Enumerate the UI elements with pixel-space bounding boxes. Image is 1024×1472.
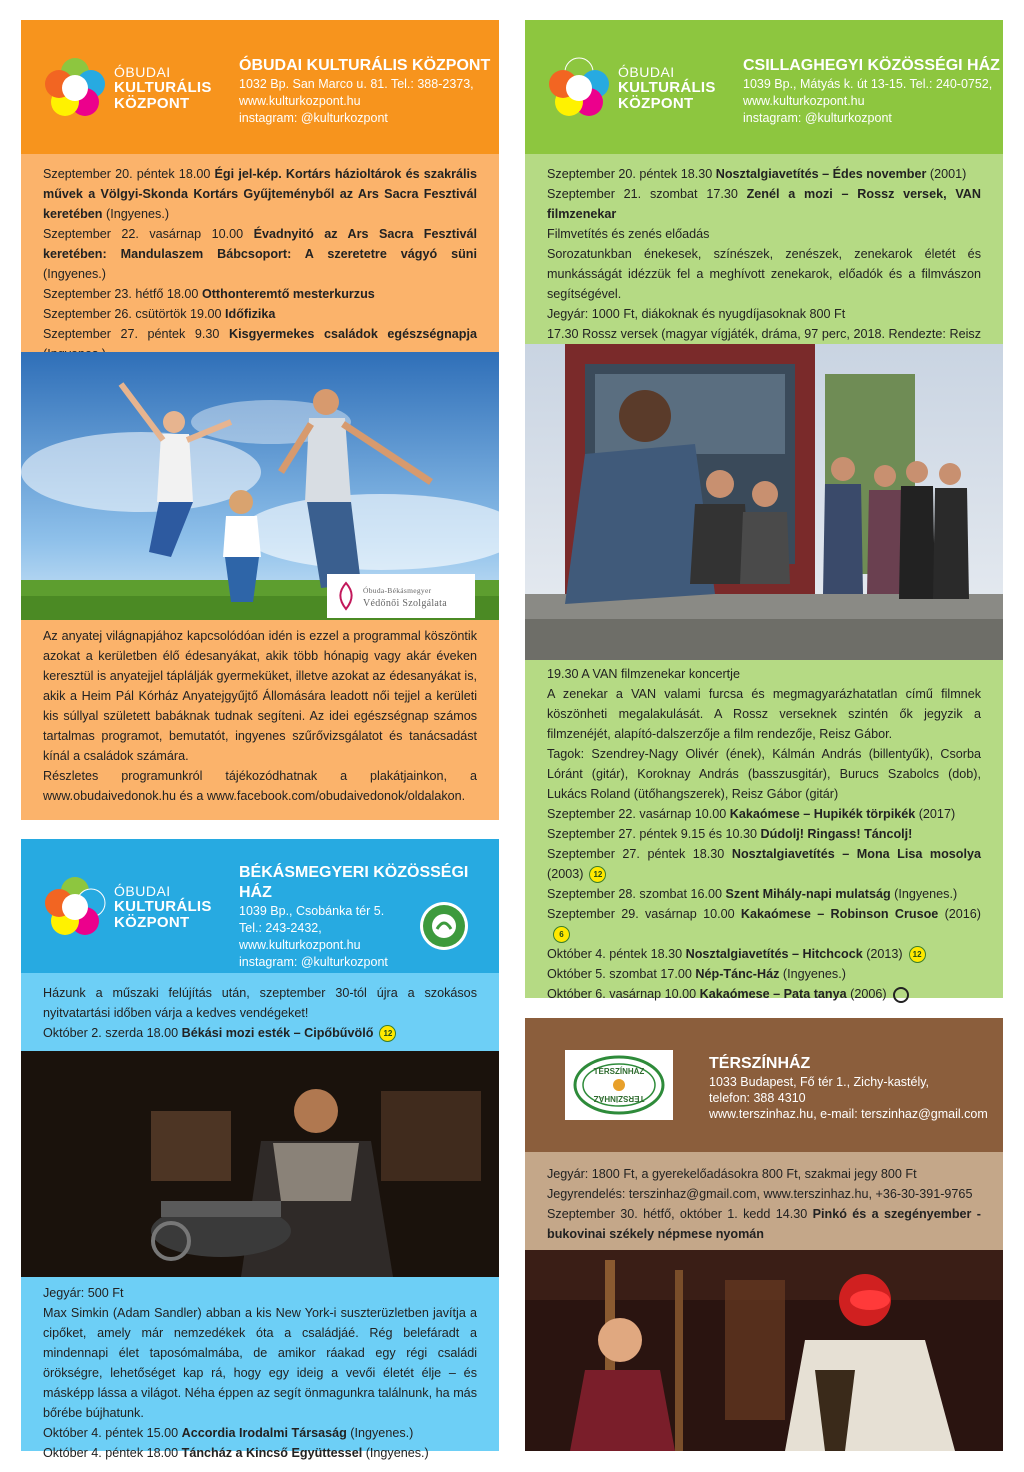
csillag-panel bbox=[525, 20, 1003, 1001]
logo-line2: KULTURÁLIS bbox=[618, 79, 716, 96]
bekas-title: BÉKÁSMEGYERI KÖZÖSSÉGI HÁZ bbox=[239, 864, 469, 901]
event-subtitle: Filmvetítés és zenés előadás bbox=[547, 227, 710, 241]
logo-text bbox=[114, 883, 212, 931]
event-item: Szeptember 22. vasárnap 10.00 Évadnyitó az Ars Sacra Fesztivál keretében: Mandulaszem Bábcsoport: A szeretetre vágyó süni (Ingyenes.) bbox=[43, 227, 477, 281]
bekas-notice bbox=[21, 973, 499, 1051]
logo-bottom-text: TÉRSZÍNHÁZ bbox=[593, 1094, 645, 1103]
heart-drop-icon bbox=[335, 581, 357, 611]
photo-illustration bbox=[21, 1051, 499, 1277]
ters-contact bbox=[709, 1054, 988, 1122]
logo-line1: ÓBUDAI bbox=[114, 64, 171, 80]
stamp-line1: Óbuda-Békásmegyer bbox=[363, 586, 432, 595]
photo-illustration bbox=[525, 1250, 1003, 1451]
obudai-contact bbox=[239, 56, 490, 127]
logo-line3: KÖZPONT bbox=[114, 914, 190, 931]
film-description: Max Simkin (Adam Sandler) abban a kis New York-i suszterüzletben javítja a cipőket, amely már nemzedékek óta a családjáé. Rég belefáradt a mindennapi élet taposómalmába, de amikor ráakad egy régi családi örökségre, lehetőséget kap rá, hogy egy ideig a vevői életét élje – és másképp lássa a világot. Néha éppen az segít önmagunkra találnunk, ha más bőrébe bújhatunk. bbox=[43, 1306, 477, 1420]
kulturkozpont-logo-icon bbox=[547, 56, 611, 120]
ters-panel bbox=[525, 1018, 1003, 1451]
logo-text bbox=[114, 64, 212, 112]
obudai-address: 1032 Bp. San Marco u. 81. Tel.: 388-2373, bbox=[239, 77, 474, 91]
event-item: Október 5. szombat 17.00 Nép-Tánc-Ház (Ingyenes.) bbox=[547, 967, 846, 981]
event-item: Október 4. péntek 18.00 Táncház a Kincső Együttessel (Ingyenes.) bbox=[43, 1446, 429, 1460]
ters-title: TÉRSZÍNHÁZ bbox=[709, 1055, 811, 1072]
ters-logo-box bbox=[565, 1050, 673, 1120]
logo-line2: KULTURÁLIS bbox=[114, 79, 212, 96]
obudai-panel bbox=[21, 20, 499, 820]
logo-line2: KULTURÁLIS bbox=[114, 898, 212, 915]
ticket-price: Jegyár: 500 Ft bbox=[43, 1286, 124, 1300]
film-info: 17.30 Rossz versek (magyar vígjáték, dráma, 97 perc, 2018. Rendezte: Reisz bbox=[547, 324, 981, 364]
csillag-instagram[interactable]: instagram: @kulturkozpont bbox=[743, 111, 892, 125]
bekas-header bbox=[21, 839, 499, 973]
ters-phone: telefon: 388 4310 bbox=[709, 1091, 806, 1105]
age-rating-badge: 12 bbox=[589, 866, 606, 883]
concert-description: A zenekar a VAN valami furcsa és megmagyarázhatatlan című filmnek köszönheti megalakulását. A Rossz verseknek szintén ők jegyzik a filmzenéjét, alapító-dalszerzője a film rendezője, Reisz Gábor. bbox=[547, 687, 981, 741]
band-members: Tagok: Szendrey-Nagy Olivér (ének), Kálmán András (billentyűk), Csorba Lóránt (gitár), Koroknay András (basszusgitár), Burucs Szabolcs (dob), Lukács Roland (ütőhangszerek), Reisz Gábor (gitár) bbox=[547, 747, 981, 801]
event-item: Szeptember 21. szombat 17.30 Zenél a mozi – Rossz versek, VAN filmzenekar bbox=[547, 187, 981, 221]
event-item: Szeptember 27. péntek 18.30 Nosztalgiavetítés – Mona Lisa mosolya (2003) 12 bbox=[547, 844, 981, 884]
csillag-title: CSILLAGHEGYI KÖZÖSSÉGI HÁZ bbox=[743, 57, 1000, 74]
theatre-photo bbox=[525, 1250, 1003, 1451]
event-item: Szeptember 22. vasárnap 10.00 Kakaómese – Hupikék törpikék (2017) bbox=[547, 807, 956, 821]
csillag-events-top bbox=[525, 154, 1003, 344]
logo-line3: KÖZPONT bbox=[114, 95, 190, 112]
obudai-instagram[interactable]: instagram: @kulturkozpont bbox=[239, 111, 388, 125]
concert-title: 19.30 A VAN filmzenekar koncertje bbox=[547, 667, 740, 681]
bekas-phone: Tel.: 243-2432, bbox=[239, 921, 322, 935]
event-item: Szeptember 23. hétfő 18.00 Otthonteremtő mesterkurzus bbox=[43, 287, 375, 301]
obudai-title: ÓBUDAI KULTURÁLIS KÖZPONT bbox=[239, 57, 491, 74]
kulturkozpont-logo-icon bbox=[43, 875, 107, 939]
event-item: Október 4. péntek 18.30 Nosztalgiavetítés – Hitchcock (2013) 12 bbox=[547, 944, 981, 964]
csillag-web-link[interactable]: www.kulturkozpont.hu bbox=[743, 94, 865, 108]
obudai-description bbox=[21, 620, 499, 820]
logo-line1: ÓBUDAI bbox=[114, 883, 171, 899]
ters-web-email[interactable]: www.terszinhaz.hu, e-mail: terszinhaz@gmail.com bbox=[709, 1107, 988, 1121]
photo-illustration bbox=[525, 344, 1003, 660]
csillag-address: 1039 Bp., Mátyás k. út 13-15. Tel.: 240-0752, bbox=[743, 77, 993, 91]
event-item: Szeptember 28. szombat 16.00 Szent Mihály-napi mulatság (Ingyenes.) bbox=[547, 887, 958, 901]
bekas-address: 1039 Bp., Csobánka tér 5. bbox=[239, 904, 385, 918]
event-item: Október 4. péntek 15.00 Accordia Irodalmi Társaság (Ingyenes.) bbox=[43, 1426, 414, 1440]
age-rating-badge: 6 bbox=[553, 926, 570, 943]
event-item: Szeptember 20. péntek 18.30 Nosztalgiavetítés – Édes november (2001) bbox=[547, 167, 967, 181]
obudai-desc-text: Az anyatej világnapjához kapcsolódóan idén is ezzel a programmal köszöntik azokat a kerületben élő édesanyákat, akik több hónapig vagy akár éveken keresztül is anyatejjel táplálják gyermeküket, illetve azokat az édesanyákat is, akik a Heim Pál Kórház Anyatejgyűjtő Állomására leadott női tejjel a kerületi kis súllyal született babáknak tudnak segíteni. Az idei egészségnap számos tartalmas programot, bemutatót, ingyenes szűrővizsgálatot és tanácsadást kínál a családok számára. bbox=[43, 629, 477, 763]
age-rating-badge: 12 bbox=[379, 1025, 396, 1042]
band-photo bbox=[525, 344, 1003, 660]
event-item: Szeptember 27. péntek 9.15 és 10.30 Dúdolj! Ringass! Táncolj! bbox=[547, 827, 913, 841]
ters-header bbox=[525, 1018, 1003, 1152]
terszinhaz-logo-icon bbox=[565, 1050, 673, 1120]
kulturkozpont-logo-icon bbox=[43, 56, 107, 120]
ticket-price: Jegyár: 1000 Ft, diákoknak és nyugdíjasoknak 800 Ft bbox=[547, 307, 846, 321]
shoemaker-photo bbox=[21, 1051, 499, 1277]
ticket-price: Jegyár: 1800 Ft, a gyerekelőadásokra 800 Ft, szakmai jegy 800 Ft bbox=[547, 1167, 917, 1181]
bekas-panel bbox=[21, 839, 499, 1460]
obudai-desc-more: Részletes programunkról tájékozódhatnak a plakátjainkon, a www.obudaivedonok.hu és a www.facebook.com/obudaivedonok/oldalakon. bbox=[43, 769, 477, 803]
obudai-events bbox=[21, 154, 499, 352]
event-item: Szeptember 20. péntek 18.00 Égi jel-kép. Kortárs házioltárok és szakrális művek a Völgyi-Skonda Kortárs Gyűjteményből az Ars Sacra Fesztivál keretében (Ingyenes.) bbox=[43, 167, 477, 221]
event-item: Szeptember 26. csütörtök 19.00 Időfizika bbox=[43, 307, 276, 321]
event-item: Szeptember 30. hétfő, október 1. kedd 14.30 Pinkó és a szegényember - bukovinai székely népmese nyomán bbox=[547, 1207, 981, 1241]
stamp-line2: Védőnői Szolgálata bbox=[363, 598, 447, 609]
logo-top-text: TÉRSZÍNHÁZ bbox=[593, 1067, 645, 1076]
ters-info bbox=[525, 1152, 1003, 1250]
logo-line1: ÓBUDAI bbox=[618, 64, 675, 80]
vedonoi-stamp bbox=[327, 574, 475, 618]
csillag-contact bbox=[743, 56, 1000, 127]
bekas-web-link[interactable]: www.kulturkozpont.hu bbox=[239, 938, 361, 952]
bekas-film-info bbox=[21, 1277, 499, 1460]
family-jumping-photo bbox=[21, 352, 499, 620]
logo-text bbox=[618, 64, 716, 112]
kulturabarat-badge-icon bbox=[419, 901, 469, 951]
csillag-events-bottom bbox=[525, 660, 1003, 1001]
age-rating-badge: 12 bbox=[909, 946, 926, 963]
event-item: Október 6. vasárnap 10.00 Kakaómese – Pata tanya (2006) bbox=[547, 984, 981, 1004]
bekas-instagram[interactable]: instagram: @kulturkozpont bbox=[239, 955, 388, 969]
booking-info: Jegyrendelés: terszinhaz@gmail.com, www.terszinhaz.hu, +36-30-391-9765 bbox=[547, 1187, 973, 1201]
logo-line3: KÖZPONT bbox=[618, 95, 694, 112]
obudai-header bbox=[21, 20, 499, 154]
bekas-notice-text: Házunk a műszaki felújítás után, szeptember 30-tól újra a szokásos nyitvatartási időben várja a kedves vendégeket! bbox=[43, 986, 477, 1020]
event-item: Október 2. szerda 18.00 Békási mozi esték – Cipőbűvölő 12 bbox=[43, 1023, 477, 1043]
csillag-header bbox=[525, 20, 1003, 154]
obudai-web-link[interactable]: www.kulturkozpont.hu bbox=[239, 94, 361, 108]
ters-address: 1033 Budapest, Fő tér 1., Zichy-kastély, bbox=[709, 1075, 930, 1089]
general-rating-icon bbox=[893, 987, 909, 1003]
event-item: Szeptember 27. péntek 9.30 Kisgyermekes családok egészségnapja bbox=[43, 327, 477, 341]
event-description: Sorozatunkban énekesek, színészek, zenészek, zenekarok életét és munkásságát idézzük fel a meghívott zenekarok, előadók és a filmvászon segítségével. bbox=[547, 247, 981, 301]
event-item: Szeptember 29. vasárnap 10.00 Kakaómese – Robinson Crusoe (2016)6 bbox=[547, 904, 981, 944]
